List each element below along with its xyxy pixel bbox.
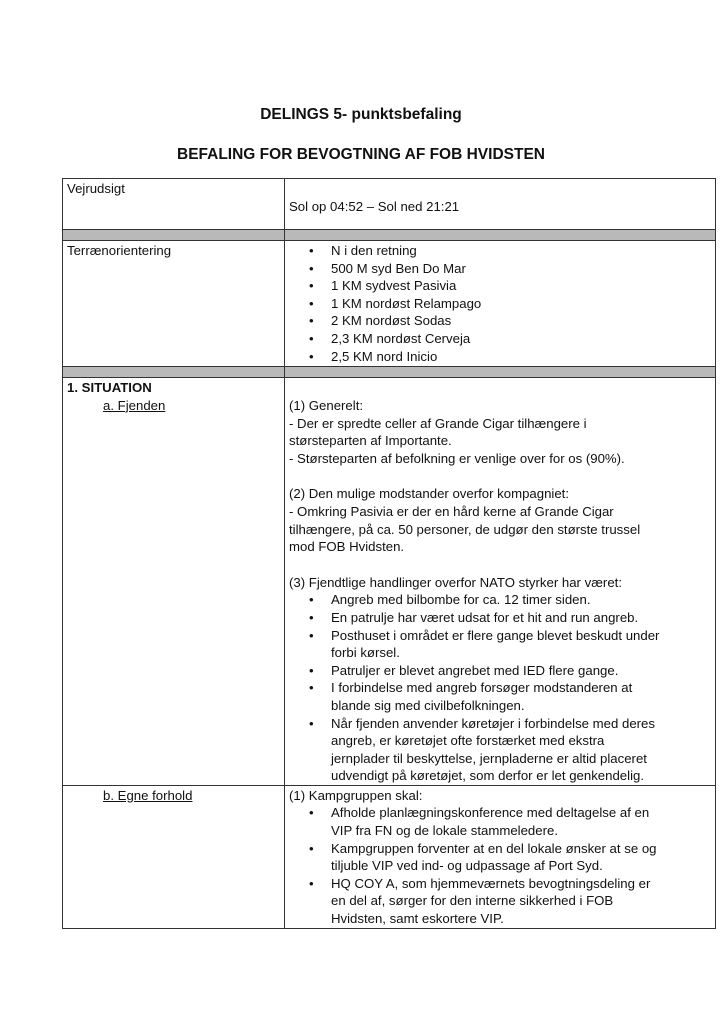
list-item: • 2 KM nordøst Sodas xyxy=(331,312,715,330)
list-item: • 1 KM sydvest Pasivia xyxy=(331,277,715,295)
fjenden-p1-head: (1) Generelt: xyxy=(289,398,364,413)
document-title: DELINGS 5- punktsbefaling xyxy=(260,106,462,123)
row-vejrudsigt xyxy=(63,179,716,230)
terraen-label: Terrænorientering xyxy=(67,243,172,258)
list-item: • N i den retning xyxy=(331,242,715,260)
text-line: - Der er spredte celler af Grande Cigar tilhængere i xyxy=(289,415,587,431)
list-item: • 2,5 KM nord Inicio xyxy=(331,348,715,366)
terraen-list xyxy=(285,241,715,365)
row-egne xyxy=(63,785,716,928)
text-line: - Omkring Pasivia er der en hård kerne af Grande Cigar xyxy=(289,503,614,519)
order-table xyxy=(62,178,716,929)
fjenden-p3-head: (3) Fjendtlige handlinger overfor NATO styrker har været: xyxy=(289,574,622,590)
list-item: • I forbindelse med angreb forsøger modstanderen at blande sig med civilbefolkningen. xyxy=(331,679,715,714)
fjenden-label: a. Fjenden xyxy=(103,397,166,413)
vejrudsigt-label: Vejrudsigt xyxy=(67,181,125,196)
list-item: • En patrulje har været udsat for et hit and run angreb. xyxy=(331,609,715,627)
fjenden-p2-head: (2) Den mulige modstander overfor kompagniet: xyxy=(289,486,570,502)
situation-heading: 1. SITUATION xyxy=(67,380,152,395)
fjenden-actions-list xyxy=(285,591,715,785)
text-line: - Størsteparten af befolkning er venlige over for os (90%). xyxy=(289,450,625,466)
vejrudsigt-value: Sol op 04:52 – Sol ned 21:21 xyxy=(289,199,460,214)
list-item: • Afholde planlægningskonference med deltagelse af en VIP fra FN og de lokale stammeledere. xyxy=(331,804,715,839)
text-line: størsteparten af Importante. xyxy=(289,433,452,449)
list-item: • HQ COY A, som hjemmeværnets bevogtningsdeling er en del af, sørger for den interne sikkerhed i FOB Hvidsten, samt eskortere VIP. xyxy=(331,875,715,928)
row-terraen xyxy=(63,241,716,367)
list-item: • 500 M syd Ben Do Mar xyxy=(331,260,715,278)
separator xyxy=(63,367,716,378)
list-item: • 1 KM nordøst Relampago xyxy=(331,295,715,313)
row-fjenden xyxy=(63,378,716,786)
text-line: mod FOB Hvidsten. xyxy=(289,539,405,555)
separator xyxy=(63,230,716,241)
list-item: • Angreb med bilbombe for ca. 12 timer siden. xyxy=(331,591,715,609)
list-item: • Patruljer er blevet angrebet med IED flere gange. xyxy=(331,662,715,680)
egne-p1-head: (1) Kampgruppen skal: xyxy=(289,787,423,803)
list-item: • Når fjenden anvender køretøjer i forbindelse med deres angreb, er køretøjet ofte forstærket med ekstra jernplader til beskyttelse, jernpladerne er altid placeret udvendigt på køretøjet, som derfor er let genkendelig. xyxy=(331,715,715,785)
egne-list xyxy=(285,804,715,927)
list-item: • Kampgruppen forventer at en del lokale ønsker at se og tiljuble VIP ved ind- og udpassage af Port Syd. xyxy=(331,840,715,875)
list-item: • Posthuset i området er flere gange blevet beskudt under forbi kørsel. xyxy=(331,627,715,662)
egne-label: b. Egne forhold xyxy=(103,787,193,803)
list-item: • 2,3 KM nordøst Cerveja xyxy=(331,330,715,348)
order-title: BEFALING FOR BEVOGTNING AF FOB HVIDSTEN xyxy=(177,146,545,163)
text-line: tilhængere, på ca. 50 personer, de udgør den største trussel xyxy=(289,521,641,537)
